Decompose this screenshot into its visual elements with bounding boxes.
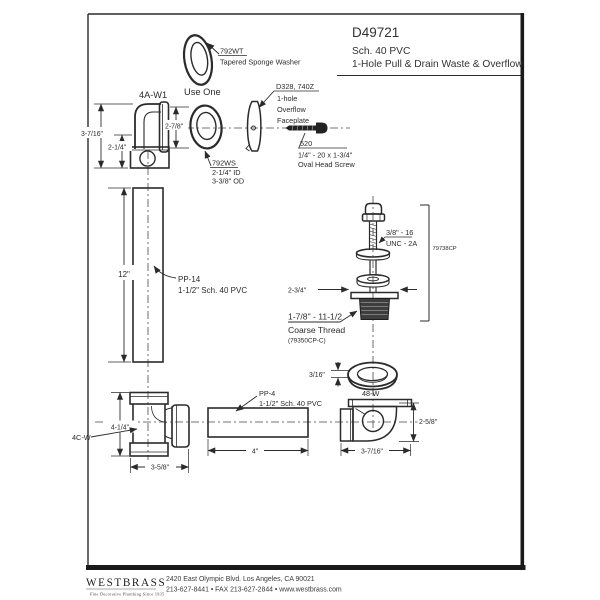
tee-part: 4C-W: [72, 433, 91, 442]
footer: [86, 576, 342, 597]
centerlines: [95, 128, 440, 462]
footer-address: 2420 East Olympic Blvd. Los Angeles, CA 90021: [166, 576, 315, 583]
footer-contact: 213-627-8441 • FAX 213-627-2844 • www.westbrass.com: [166, 586, 342, 594]
use-one-note: Use One: [184, 87, 221, 97]
drain-bracket-part: 79738CP: [432, 246, 457, 252]
faceplate-part: D328, 740Z: [276, 82, 315, 91]
model-spec: Sch. 40 PVC: [352, 46, 411, 57]
faceplate-line2: Overflow: [277, 105, 306, 114]
overflow-elbow-drawing: [81, 90, 169, 168]
tee-width-value: 3-5/8": [150, 464, 170, 472]
pipe-horizontal-part: PP-4: [259, 389, 276, 398]
screw-part: 520: [300, 139, 313, 148]
ring-thickness-value: 3/16": [309, 372, 325, 379]
title-block: [337, 25, 523, 76]
coarse-thread1: 1-7/8" - 11-1/2: [288, 311, 343, 322]
elbow-inner-value: 2-1/4": [108, 144, 127, 152]
pipe-horizontal-desc: 1-1/2" Sch. 40 PVC: [259, 399, 323, 408]
tee-height-value: 4-1/4": [110, 424, 130, 432]
dim-elbow-inner: [107, 135, 132, 168]
model-number: D49721: [352, 25, 400, 40]
flat-washer-drawing: [164, 104, 244, 186]
leader-pipe-vertical: [154, 266, 176, 278]
brand-tagline: Fine Decorative Plumbing Since 1935: [90, 591, 165, 597]
dim-pipe-vertical: [108, 188, 135, 362]
stem-thread2: UNC - 2A: [386, 239, 418, 248]
pipe-vertical-part: PP-14: [178, 275, 201, 284]
overflow-elbow-part: 4A-W1: [139, 90, 168, 100]
model-description: 1-Hole Pull & Drain Waste & Overflow: [352, 59, 523, 70]
elbow-drawing: [341, 389, 445, 457]
drain-flange-width-value: 2-3/4": [288, 287, 307, 295]
drain-bracket: [420, 205, 457, 321]
flat-washer-od: 3-3/8" OD: [212, 176, 245, 186]
sponge-washer-desc: Tapered Sponge Washer: [220, 57, 301, 67]
leader-faceplate: [259, 91, 274, 108]
pipe-horizontal-length: 4": [251, 448, 259, 456]
dim-tee-width: [131, 449, 189, 473]
brand-logo: WESTBRASS: [86, 577, 167, 589]
flat-washer-part: 792WS: [212, 158, 236, 168]
dim-elbow-width: [341, 443, 411, 457]
horizontal-pipe-drawing: [208, 389, 322, 457]
stem-thread1: 3/8" - 16: [386, 228, 414, 237]
coarse-thread3: (79350CP-C): [288, 337, 326, 345]
drain-assembly-drawing: [288, 204, 457, 390]
coarse-thread-callout: [288, 311, 357, 345]
elbow-width-value: 3-7/16": [361, 448, 383, 456]
elbow-part: 48-W: [362, 389, 380, 398]
tee-drawing: [72, 393, 189, 474]
pipe-vertical-desc: 1-1/2" Sch. 40 PVC: [178, 286, 248, 295]
vertical-pipe-drawing: [108, 188, 247, 362]
dim-pipe-horizontal: [208, 439, 308, 457]
pipe-vertical-length: 12": [118, 270, 130, 279]
sponge-washer-part: 792WT: [220, 46, 244, 56]
screw-drawing: [286, 123, 356, 170]
flat-washer-dim-value: 2-7/8": [165, 123, 184, 131]
stem-thread-callout: [379, 228, 417, 248]
dim-elbow-height: [81, 104, 133, 168]
leader-flat-washer: [205, 151, 211, 166]
elbow-height-value: 2-5/8": [419, 419, 438, 426]
faceplate-line3: Faceplate: [277, 116, 310, 125]
dim-ring-thickness: [309, 362, 350, 387]
elbow-height-value: 3-7/16": [81, 131, 103, 138]
screw-spec: 1/4" - 20 x 1-3/4": [298, 150, 353, 160]
coarse-thread2: Coarse Thread: [288, 325, 346, 335]
screw-desc: Oval Head Screw: [298, 160, 355, 169]
faceplate-line1: 1-hole: [277, 94, 298, 103]
ring-washer-drawing: [348, 363, 397, 390]
flat-washer-id: 2-1/4" ID: [212, 168, 241, 177]
